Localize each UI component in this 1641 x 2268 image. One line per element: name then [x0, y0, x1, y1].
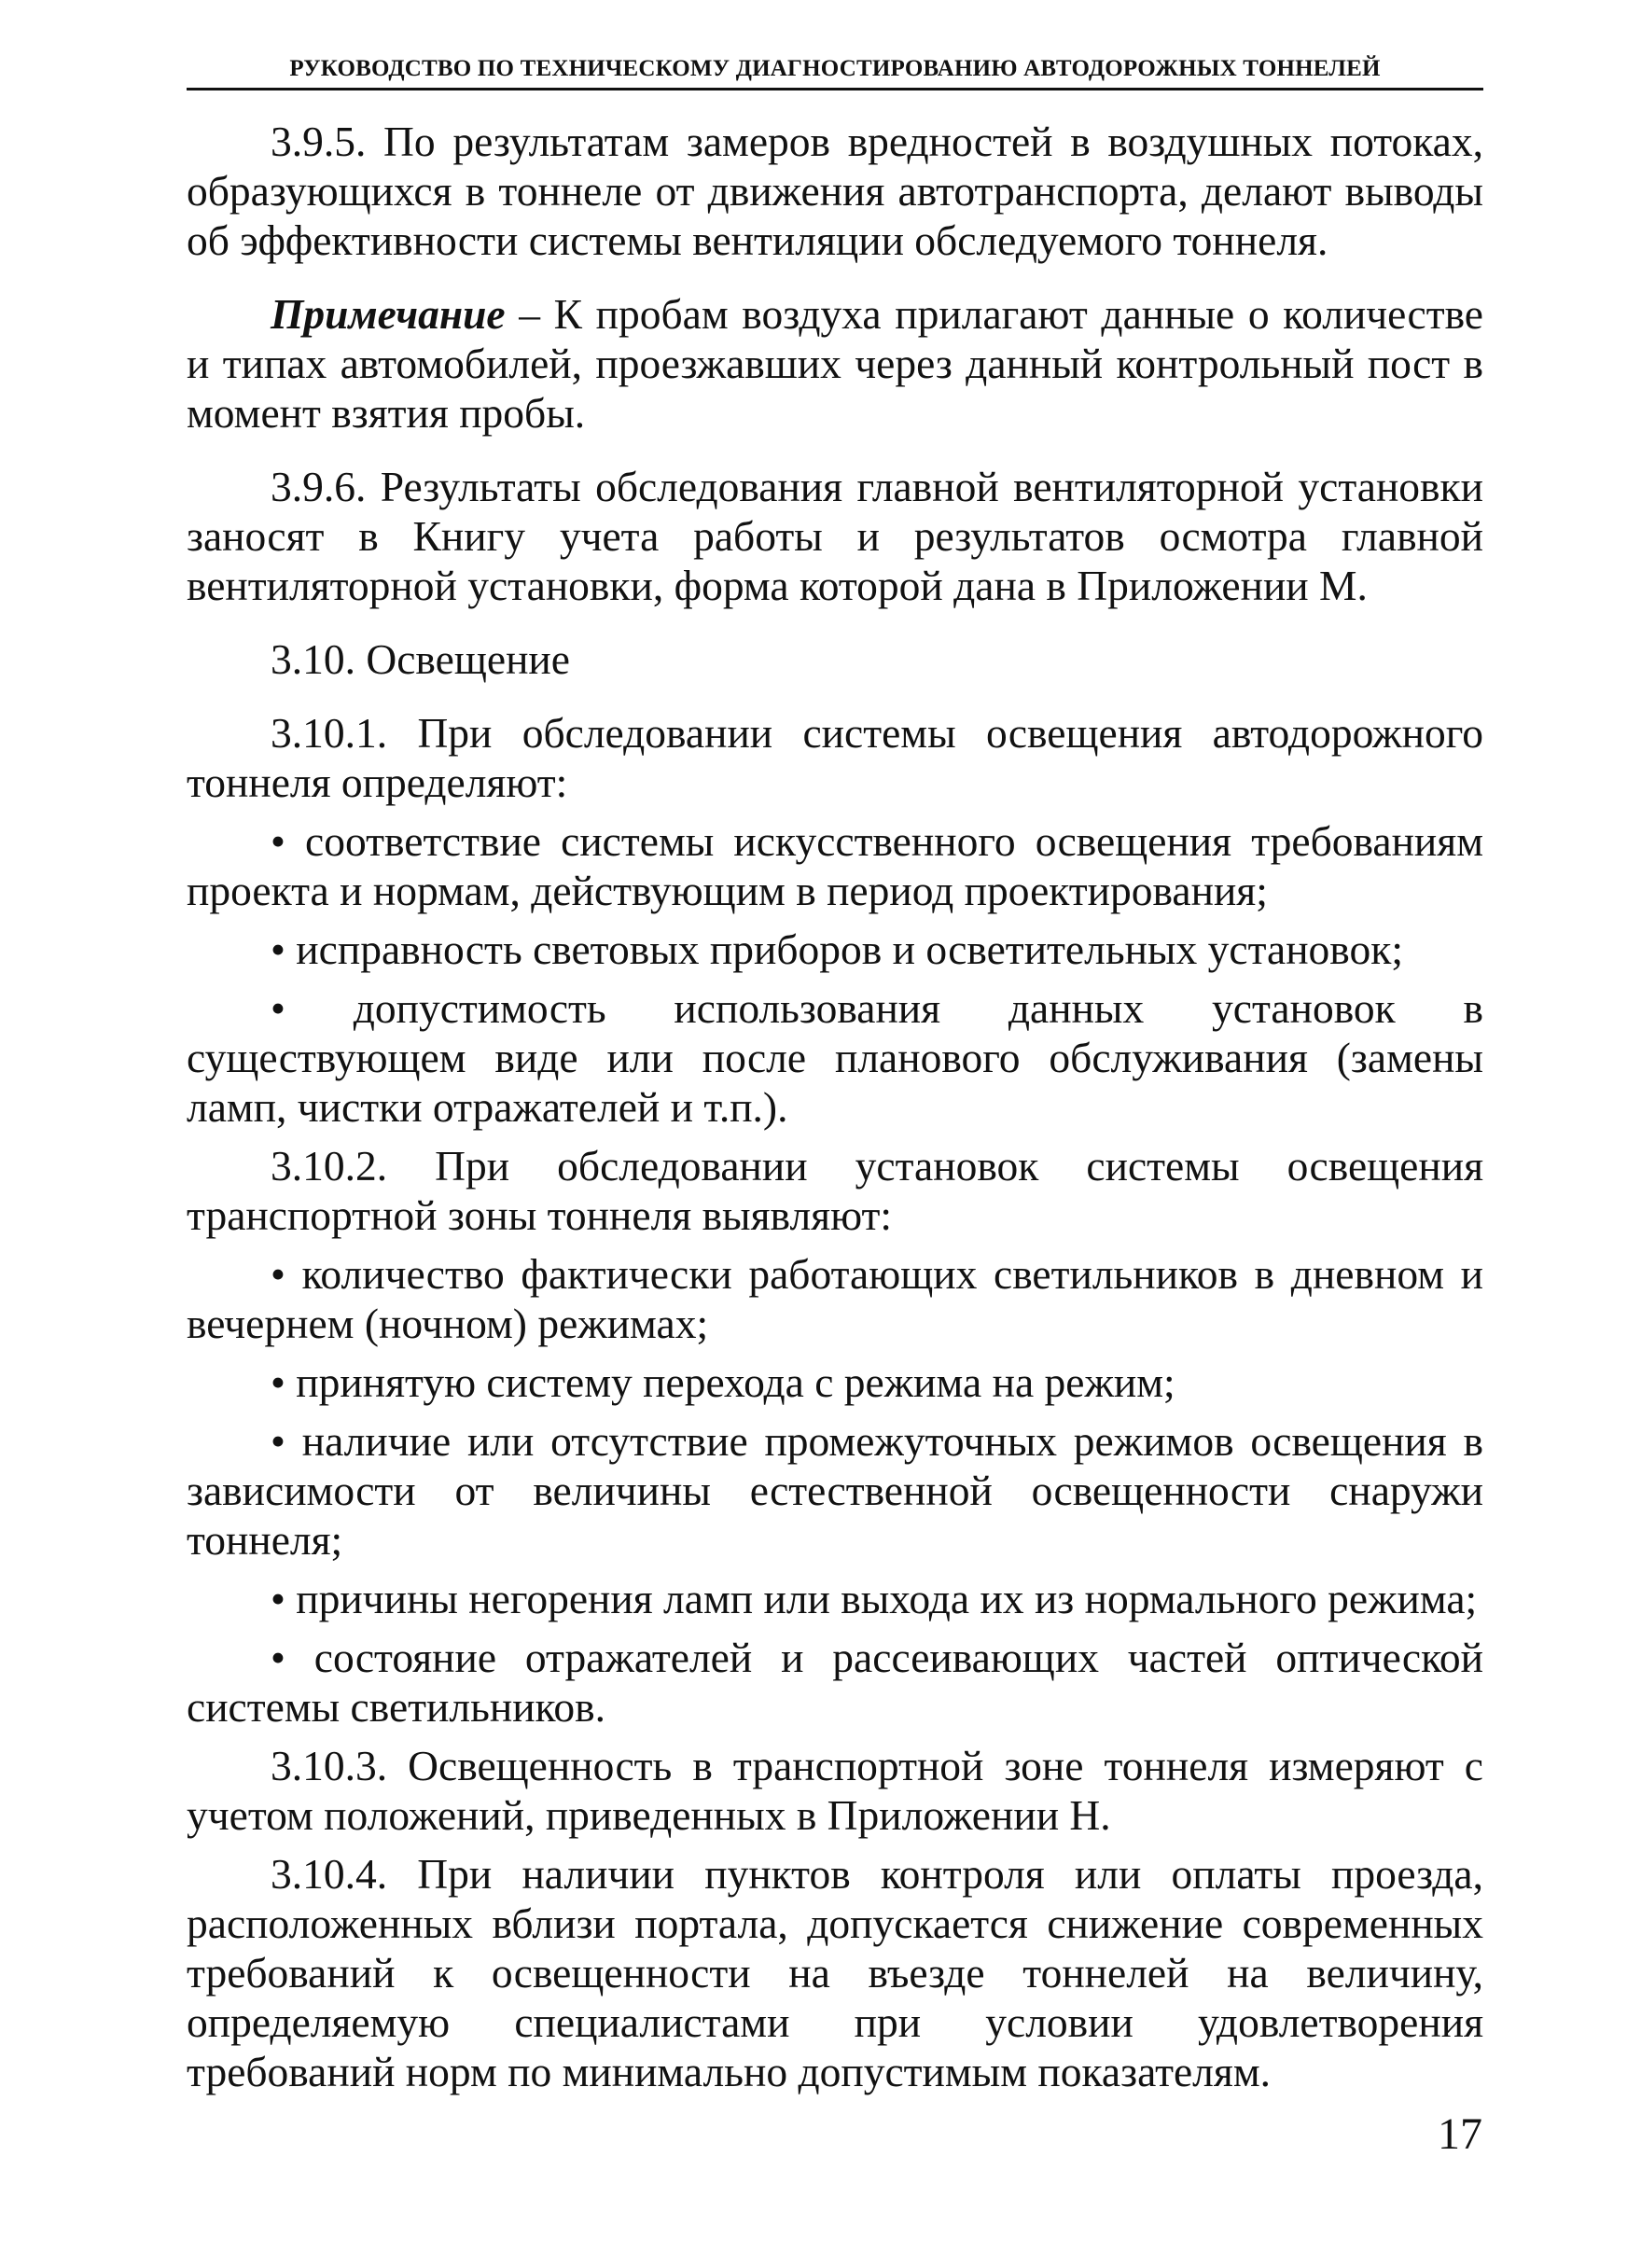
list-item: • количество фактически работающих светильников в дневном и вечернем (ночном) режимах; — [187, 1250, 1483, 1347]
paragraph-3-10-3: 3.10.3. Освещенность в транспортной зоне тоннеля измеряют с учетом положений, приведенных в Приложении Н. — [187, 1742, 1483, 1839]
paragraph-3-9-6: 3.9.6. Результаты обследования главной вентиляторной установки заносят в Книгу учета работы и результатов осмотра главной вентиляторной установки, форма которой дана в Приложении М. — [187, 463, 1483, 609]
list-item: • наличие или отсутствие промежуточных режимов освещения в зависимости от величины естественной освещенности снаружи тоннеля; — [187, 1417, 1483, 1564]
paragraph-3-10-1: 3.10.1. При обследовании системы освещения автодорожного тоннеля определяют: — [187, 709, 1483, 806]
list-item: • допустимость использования данных установок в существующем виде или после планового обслуживания (замены ламп, чистки отражателей и т.п.). — [187, 984, 1483, 1131]
list-item: • исправность световых приборов и осветительных установок; — [271, 925, 1403, 973]
paragraph-3-9-5: 3.9.5. По результатам замеров вредностей в воздушных потоках, образующихся в тоннеле от движения автотранспорта, делают выводы об эффективности системы вентиляции обследуемого тоннеля. — [187, 118, 1483, 264]
list-item: • причины негорения ламп или выхода их из нормального режима; — [271, 1575, 1478, 1622]
paragraph-3-10-4: 3.10.4. При наличии пунктов контроля или оплаты проезда, расположенных вблизи портала, допускается снижение современных требований к освещенности на въезде тоннелей на величину, определяемую специалистами при условии удовлетворения требований норм по минимально допустимым показателям. — [187, 1850, 1483, 2095]
document-page — [187, 56, 1483, 2096]
page-number: 17 — [1438, 2109, 1482, 2159]
section-heading-3-10: 3.10. Освещение — [271, 635, 570, 683]
document-body — [187, 117, 1483, 2096]
running-header: РУКОВОДСТВО ПО ТЕХНИЧЕСКОМУ ДИАГНОСТИРОВАНИЮ АВТОДОРОЖНЫХ ТОННЕЛЕЙ — [187, 56, 1483, 90]
list-item: • соответствие системы искусственного освещения требованиям проекта и нормам, действующим в период проектирования; — [187, 817, 1483, 914]
note-text: – К пробам воздуха прилагают данные о количестве и типах автомобилей, проезжавших через данный контрольный пост в момент взятия пробы. — [187, 290, 1483, 437]
note-label: Примечание — [271, 290, 506, 338]
list-item: • состояние отражателей и рассеивающих частей оптической системы светильников. — [187, 1634, 1483, 1731]
note-paragraph — [187, 289, 1483, 438]
paragraph-3-10-2: 3.10.2. При обследовании установок системы освещения транспортной зоны тоннеля выявляют: — [187, 1142, 1483, 1239]
list-item: • принятую систему перехода с режима на режим; — [271, 1358, 1175, 1406]
